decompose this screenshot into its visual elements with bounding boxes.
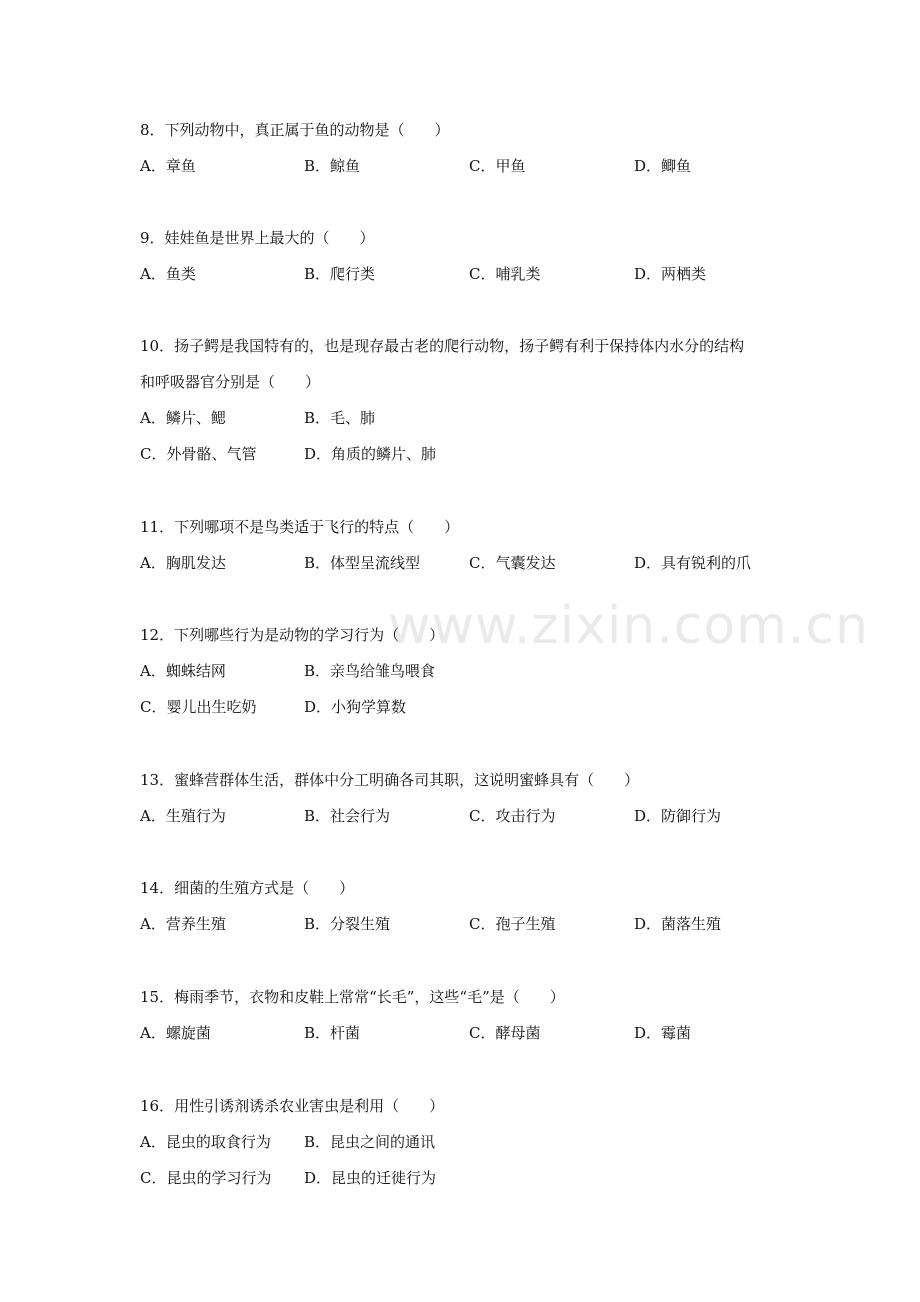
option-row	[140, 436, 800, 472]
option-row	[140, 545, 800, 581]
option-b: B．毛、肺	[304, 409, 376, 427]
option-row	[140, 1015, 800, 1051]
option-d: D．小狗学算数	[304, 698, 407, 716]
option-b: B．杆菌	[304, 1024, 361, 1042]
option-c: C．孢子生殖	[469, 915, 556, 933]
question-10	[140, 328, 800, 472]
question-stem: 13．蜜蜂营群体生活，群体中分工明确各司其职，这说明蜜蜂具有（ ）	[140, 771, 640, 789]
option-b: B．亲鸟给雏鸟喂食	[304, 662, 436, 680]
option-d: D．两栖类	[634, 265, 707, 283]
option-d: D．具有锐利的爪	[634, 554, 752, 572]
option-row	[140, 148, 800, 184]
option-a: A．营养生殖	[140, 915, 226, 933]
option-a: A．胸肌发达	[140, 554, 226, 572]
option-d: D．角质的鳞片、肺	[304, 445, 437, 463]
option-row	[140, 798, 800, 834]
option-d: D．昆虫的迁徙行为	[304, 1169, 437, 1187]
option-c: C．酵母菌	[469, 1024, 541, 1042]
option-b: B．爬行类	[304, 265, 376, 283]
question-stem: 8．下列动物中，真正属于鱼的动物是（ ）	[140, 121, 450, 139]
question-12	[140, 617, 800, 725]
question-stem: 11．下列哪项不是鸟类适于飞行的特点（ ）	[140, 518, 460, 536]
option-c: C．昆虫的学习行为	[140, 1169, 272, 1187]
option-a: A．昆虫的取食行为	[140, 1133, 271, 1151]
question-stem: 9．娃娃鱼是世界上最大的（ ）	[140, 229, 375, 247]
question-15	[140, 979, 800, 1051]
option-d: D．菌落生殖	[634, 915, 722, 933]
option-c: C．婴儿出生吃奶	[140, 698, 257, 716]
question-stem-continued: 和呼吸器官分别是（ ）	[140, 373, 321, 391]
option-row	[140, 1124, 800, 1160]
option-row	[140, 653, 800, 689]
question-9	[140, 220, 800, 292]
watermark: www.zixin.com.cn	[388, 596, 869, 656]
option-a: A．生殖行为	[140, 807, 226, 825]
question-8	[140, 112, 800, 184]
question-16	[140, 1088, 800, 1196]
question-stem: 16．用性引诱剂诱杀农业害虫是利用（ ）	[140, 1097, 445, 1115]
question-stem: 12．下列哪些行为是动物的学习行为（ ）	[140, 626, 445, 644]
question-14	[140, 870, 800, 942]
question-13	[140, 762, 800, 834]
option-a: A．鱼类	[140, 265, 196, 283]
option-b: B．体型呈流线型	[304, 554, 421, 572]
option-a: A．章鱼	[140, 157, 196, 175]
option-a: A．螺旋菌	[140, 1024, 211, 1042]
option-d: D．霉菌	[634, 1024, 692, 1042]
question-stem: 10．扬子鳄是我国特有的，也是现存最古老的爬行动物，扬子鳄有利于保持体内水分的结构	[140, 337, 745, 355]
option-d: D．防御行为	[634, 807, 722, 825]
question-stem: 15．梅雨季节，衣物和皮鞋上常常“长毛”，这些“毛”是（ ）	[140, 988, 565, 1006]
option-c: C．气囊发达	[469, 554, 556, 572]
option-a: A．蜘蛛结网	[140, 662, 226, 680]
option-a: A．鳞片、鳃	[140, 409, 226, 427]
option-d: D．鲫鱼	[634, 157, 692, 175]
question-11	[140, 509, 800, 581]
question-stem: 14．细菌的生殖方式是（ ）	[140, 879, 355, 897]
option-c: C．甲鱼	[469, 157, 526, 175]
option-b: B．鲸鱼	[304, 157, 361, 175]
option-row	[140, 400, 800, 436]
option-c: C．哺乳类	[469, 265, 541, 283]
option-row	[140, 906, 800, 942]
option-b: B．社会行为	[304, 807, 391, 825]
option-row	[140, 256, 800, 292]
option-row	[140, 1160, 800, 1196]
option-row	[140, 689, 800, 725]
option-c: C．外骨骼、气管	[140, 445, 257, 463]
option-c: C．攻击行为	[469, 807, 556, 825]
option-b: B．分裂生殖	[304, 915, 391, 933]
option-b: B．昆虫之间的通讯	[304, 1133, 436, 1151]
